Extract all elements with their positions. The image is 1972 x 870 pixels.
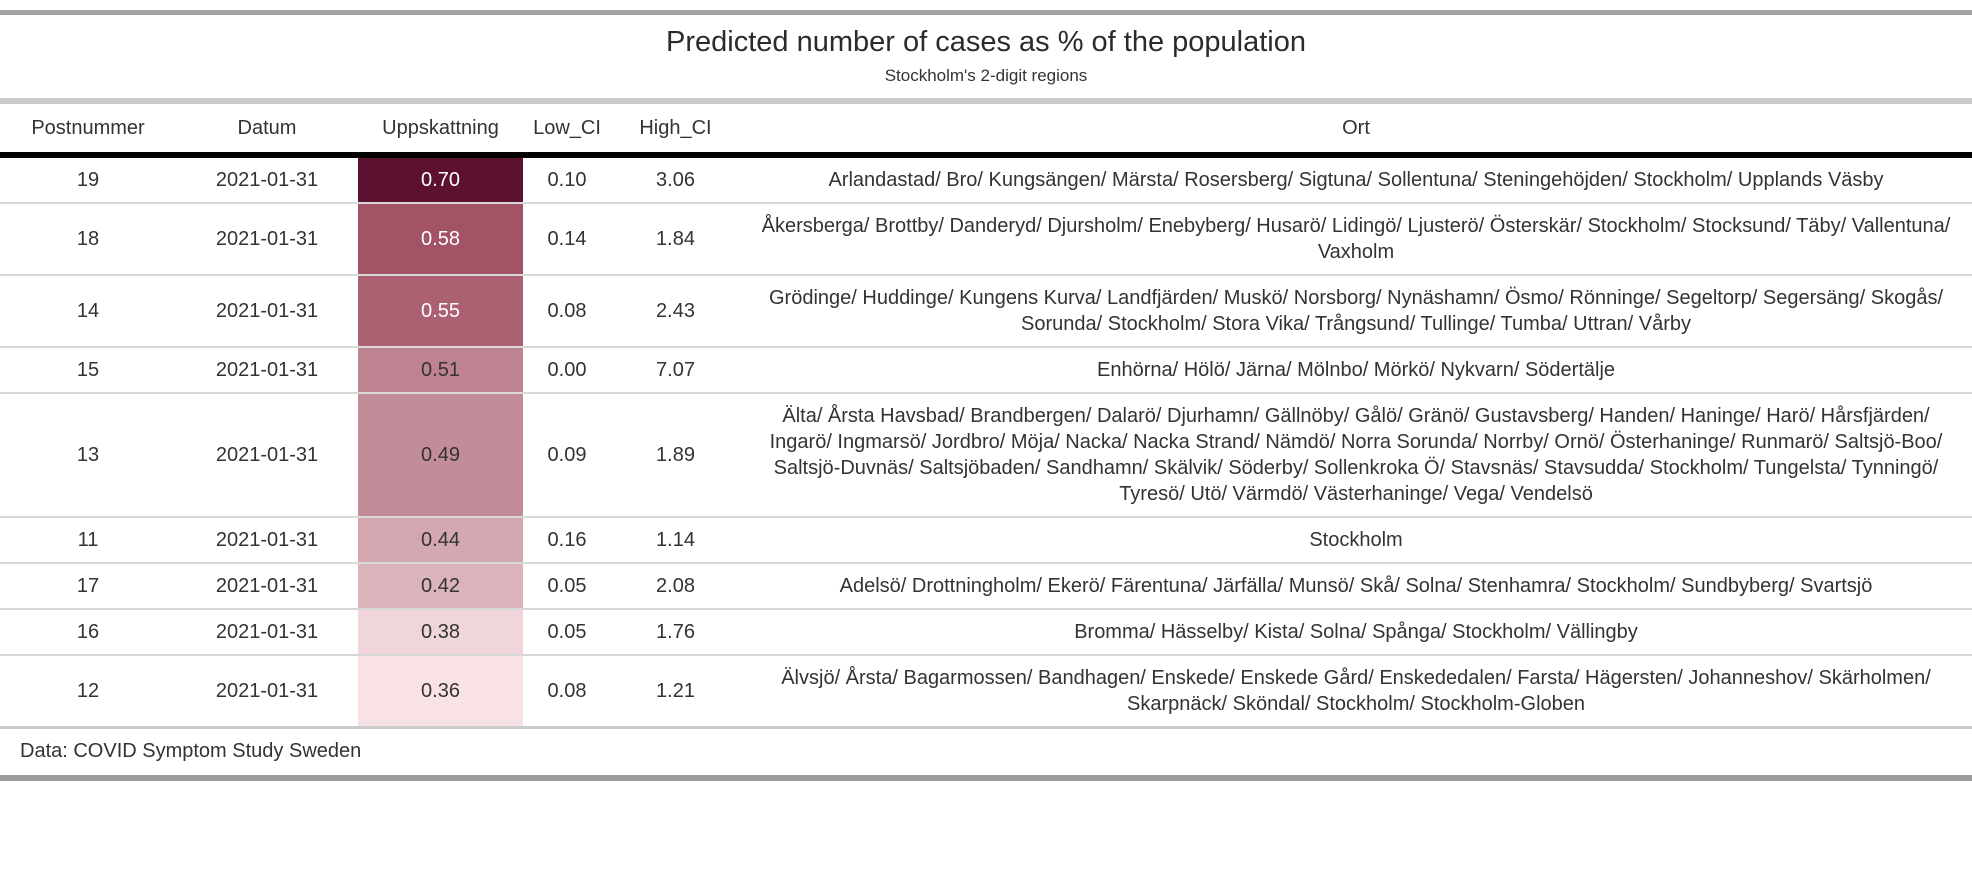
cell-high-ci: 1.76 (611, 609, 740, 655)
cell-postnummer: 14 (0, 275, 176, 347)
cell-low-ci: 0.08 (523, 655, 611, 728)
table-row (0, 609, 1972, 655)
cell-low-ci: 0.10 (547, 169, 587, 191)
table-row (0, 655, 1972, 728)
cell-uppskattning: 0.36 (358, 655, 523, 728)
cell-high-ci: 1.21 (611, 655, 740, 728)
cell-uppskattning: 0.42 (358, 563, 523, 609)
cell-high-ci: 1.89 (611, 393, 740, 517)
column-header-postnummer: Postnummer (0, 104, 176, 155)
cell-ort: Stockholm (740, 517, 1972, 563)
column-header-ort: Ort (740, 104, 1972, 155)
cell-datum: 2021-01-31 (215, 169, 319, 191)
cell-low-ci: 0.05 (523, 609, 611, 655)
cell-low-ci: 0.14 (523, 203, 611, 275)
cell-ort: Älta/ Årsta Havsbad/ Brandbergen/ Dalarö/ Djurhamn/ Gällnöby/ Gålö/ Gränö/ Gustavsberg/ Handen/ Haninge/ Harö/ Hårsfjärden/ Ingarö/ Ingmarsö/ Jordbro/ Möja/ Nacka/ Nacka Strand/ Nämdö/ Norra Sorunda/ Norrby/ Ornö/ Österhaninge/ Runmarö/ Saltsjö-Boo/ Saltsjö-Duvnäs/ Saltsjöbaden/ Sandhamn/ Skälvik/ Söderby/ Sollenkroka Ö/ Stavsnäs/ Stavsudda/ Stockholm/ Tungelsta/ Tynningö/ Tyresö/ Utö/ Värmdö/ Västerhaninge/ Vega/ Vendelsö (740, 393, 1972, 517)
cell-datum: 2021-01-31 (176, 347, 358, 393)
cell-ort: Bromma/ Hässelby/ Kista/ Solna/ Spånga/ Stockholm/ Vällingby (740, 609, 1972, 655)
column-header-high-ci: High_CI (611, 104, 740, 155)
cell-postnummer: 12 (0, 655, 176, 728)
cell-datum: 2021-01-31 (176, 609, 358, 655)
cell-high-ci: 2.08 (611, 563, 740, 609)
bottom-divider (0, 775, 1972, 781)
cell-high-ci: 7.07 (611, 347, 740, 393)
table-body (0, 155, 1972, 728)
cell-datum: 2021-01-31 (176, 275, 358, 347)
cell-low-ci: 0.08 (523, 275, 611, 347)
table-row (0, 155, 1972, 203)
cell-uppskattning: 0.58 (358, 203, 523, 275)
column-header-datum: Datum (176, 104, 358, 155)
table-row (0, 203, 1972, 275)
cell-postnummer: 16 (0, 609, 176, 655)
cell-high-ci: 2.43 (611, 275, 740, 347)
cell-high-ci: 3.06 (656, 169, 695, 191)
cell-low-ci: 0.16 (523, 517, 611, 563)
cell-uppskattning: 0.51 (358, 347, 523, 393)
page-subtitle: Stockholm's 2-digit regions (884, 66, 1088, 85)
data-table (0, 104, 1972, 729)
cell-datum: 2021-01-31 (176, 655, 358, 728)
cell-uppskattning: 0.49 (358, 393, 523, 517)
cell-ort: Arlandastad/ Bro/ Kungsängen/ Märsta/ Rosersberg/ Sigtuna/ Sollentuna/ Steningehöjden/ Stockholm/ Upplands Väsby (828, 169, 1884, 191)
cell-low-ci: 0.05 (523, 563, 611, 609)
cell-ort: Adelsö/ Drottningholm/ Ekerö/ Färentuna/ Järfälla/ Munsö/ Skå/ Solna/ Stenhamra/ Stockholm/ Sundbyberg/ Svartsjö (740, 563, 1972, 609)
cell-datum: 2021-01-31 (176, 203, 358, 275)
column-header-low-ci: Low_CI (523, 104, 611, 155)
source-note: Data: COVID Symptom Study Sweden (20, 740, 362, 762)
cell-low-ci: 0.00 (523, 347, 611, 393)
table-row (0, 275, 1972, 347)
table-head (0, 104, 1972, 155)
cell-postnummer: 19 (76, 169, 100, 191)
cell-postnummer: 18 (0, 203, 176, 275)
table-row (0, 563, 1972, 609)
cell-high-ci: 1.84 (611, 203, 740, 275)
cell-postnummer: 13 (0, 393, 176, 517)
cell-datum: 2021-01-31 (176, 517, 358, 563)
column-header-row (0, 104, 1972, 155)
prediction-table-report (0, 10, 1972, 781)
cell-postnummer: 17 (0, 563, 176, 609)
cell-ort: Åkersberga/ Brottby/ Danderyd/ Djursholm/ Enebyberg/ Husarö/ Lidingö/ Ljusterö/ Österskär/ Stockholm/ Stocksund/ Täby/ Vallentuna/ Vaxholm (740, 203, 1972, 275)
page-title: Predicted number of cases as % of the population (666, 26, 1306, 58)
cell-uppskattning: 0.55 (358, 275, 523, 347)
cell-postnummer: 11 (0, 517, 176, 563)
cell-uppskattning: 0.44 (358, 517, 523, 563)
cell-postnummer: 15 (0, 347, 176, 393)
cell-uppskattning: 0.70 (358, 155, 523, 203)
cell-datum: 2021-01-31 (176, 393, 358, 517)
cell-ort: Älvsjö/ Årsta/ Bagarmossen/ Bandhagen/ Enskede/ Enskede Gård/ Enskededalen/ Farsta/ Hägersten/ Johanneshov/ Skärholmen/ Skarpnäck/ Sköndal/ Stockholm/ Stockholm-Globen (740, 655, 1972, 728)
cell-high-ci: 1.14 (611, 517, 740, 563)
table-row (0, 517, 1972, 563)
cell-datum: 2021-01-31 (176, 563, 358, 609)
cell-uppskattning: 0.38 (358, 609, 523, 655)
cell-ort: Grödinge/ Huddinge/ Kungens Kurva/ Landfjärden/ Muskö/ Norsborg/ Nynäshamn/ Ösmo/ Rönninge/ Segeltorp/ Segersäng/ Skogås/ Sorunda/ Stockholm/ Stora Vika/ Trångsund/ Tullinge/ Tumba/ Uttran/ Vårby (740, 275, 1972, 347)
column-header-uppskattning: Uppskattning (358, 104, 523, 155)
table-row (0, 393, 1972, 517)
table-header (0, 15, 1972, 98)
cell-low-ci: 0.09 (523, 393, 611, 517)
table-row (0, 347, 1972, 393)
cell-ort: Enhörna/ Hölö/ Järna/ Mölnbo/ Mörkö/ Nykvarn/ Södertälje (740, 347, 1972, 393)
